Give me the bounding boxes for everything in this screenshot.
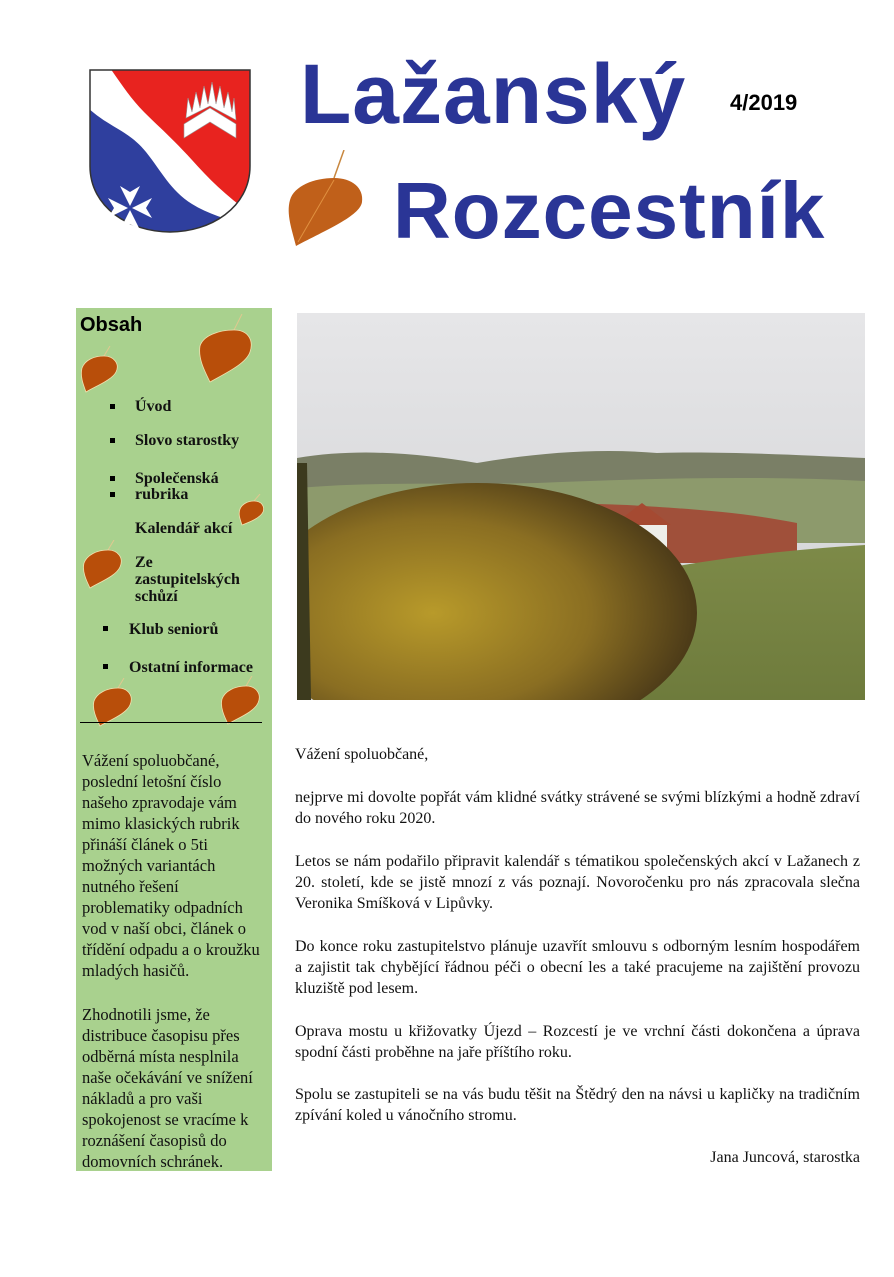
autumn-leaf-icon xyxy=(80,346,118,394)
letter-greeting: Vážení spoluobčané, xyxy=(295,746,429,763)
bullet-icon xyxy=(103,626,108,631)
toc-item-kalendar-akci[interactable]: Kalendář akcí xyxy=(135,520,233,537)
newsletter-title-line2: Rozcestník xyxy=(393,166,826,255)
letter-paragraph: Do konce roku zastupitelstvo plánuje uzavřít smlouvu s odborným lesním hospodářem a zajistit tak chybějící řádnou péči o obecní les a také pracujeme na zajištění provozu kluziště pod lesem. xyxy=(295,938,860,997)
newsletter-title-line1: Lažanský xyxy=(300,47,687,141)
autumn-leaf-icon xyxy=(220,676,260,726)
letter-paragraph: Letos se nám podařilo připravit kalendář s tématikou společenských akcí v Lažanech z 20. století, kde se jistě mnozí z vás poznají. Novoročenku pro nás zpracovala slečna Veronika Smíšková v Lipůvky. xyxy=(295,853,860,912)
toc-item-ostatni-informace[interactable]: Ostatní informace xyxy=(129,659,253,676)
toc-item-schuzi[interactable]: schůzí xyxy=(135,588,178,605)
issue-number: 4/2019 xyxy=(730,90,798,115)
autumn-leaf-icon xyxy=(238,494,264,526)
autumn-leaf-icon xyxy=(92,678,132,728)
autumn-leaf-icon xyxy=(286,150,366,248)
toc-item-klub-senioru[interactable]: Klub seniorů xyxy=(129,621,219,638)
autumn-leaf-icon xyxy=(82,540,122,590)
toc-item-spolecenska[interactable]: Společenská xyxy=(135,470,219,487)
toc-title: Obsah xyxy=(80,314,143,336)
sidebar-intro-paragraph-2: Zhodnotili jsme, že distribuce časopisu přes odběrná místa nesplnila naše očekávání ve snížení nákladů a pro vaši spokojenost se vracíme k roznášení časopisů do domovních schránek. xyxy=(82,1005,253,1171)
toc-item-ze[interactable]: Ze xyxy=(135,554,153,571)
autumn-leaf-icon xyxy=(198,314,254,384)
letter-paragraph: nejprve mi dovolte popřát vám klidné svátky strávené se svými blízkými a hodně zdraví do nového roku 2020. xyxy=(295,789,860,827)
bullet-icon xyxy=(110,492,115,497)
toc-divider xyxy=(80,722,262,723)
toc-item-zastupitelskych[interactable]: zastupitelských xyxy=(135,571,240,588)
toc-item-slovo-starostky[interactable]: Slovo starostky xyxy=(135,432,240,449)
letter-signature: Jana Juncová, starostka xyxy=(710,1149,860,1166)
toc-item-rubrika[interactable]: rubrika xyxy=(135,486,189,503)
toc-item-uvod[interactable]: Úvod xyxy=(135,398,172,415)
bullet-icon xyxy=(110,476,115,481)
letter-paragraph: Oprava mostu u křižovatky Újezd – Rozcestí je ve vrchní části dokončena a úprava spodní části proběhne na jaře příštího roku. xyxy=(295,1023,860,1061)
bullet-icon xyxy=(110,438,115,443)
bullet-icon xyxy=(110,404,115,409)
bullet-icon xyxy=(103,664,108,669)
sidebar-panel xyxy=(76,308,272,1171)
landscape-photo xyxy=(297,313,865,700)
coat-of-arms-logo xyxy=(88,68,252,234)
letter-paragraph: Spolu se zastupiteli se na vás budu těšit na Štědrý den na návsi u kapličky na tradičním zpívání koled u vánočního stromu. xyxy=(295,1086,860,1124)
sidebar-intro-paragraph-1: Vážení spoluobčané, poslední letošní číslo našeho zpravodaje vám mimo klasických rubrik přináší článek o 5ti možných variantách nutného řešení problematiky odpadních vod v naší obci, článek o třídění odpadu a o kroužku mladých hasičů. xyxy=(82,751,260,980)
